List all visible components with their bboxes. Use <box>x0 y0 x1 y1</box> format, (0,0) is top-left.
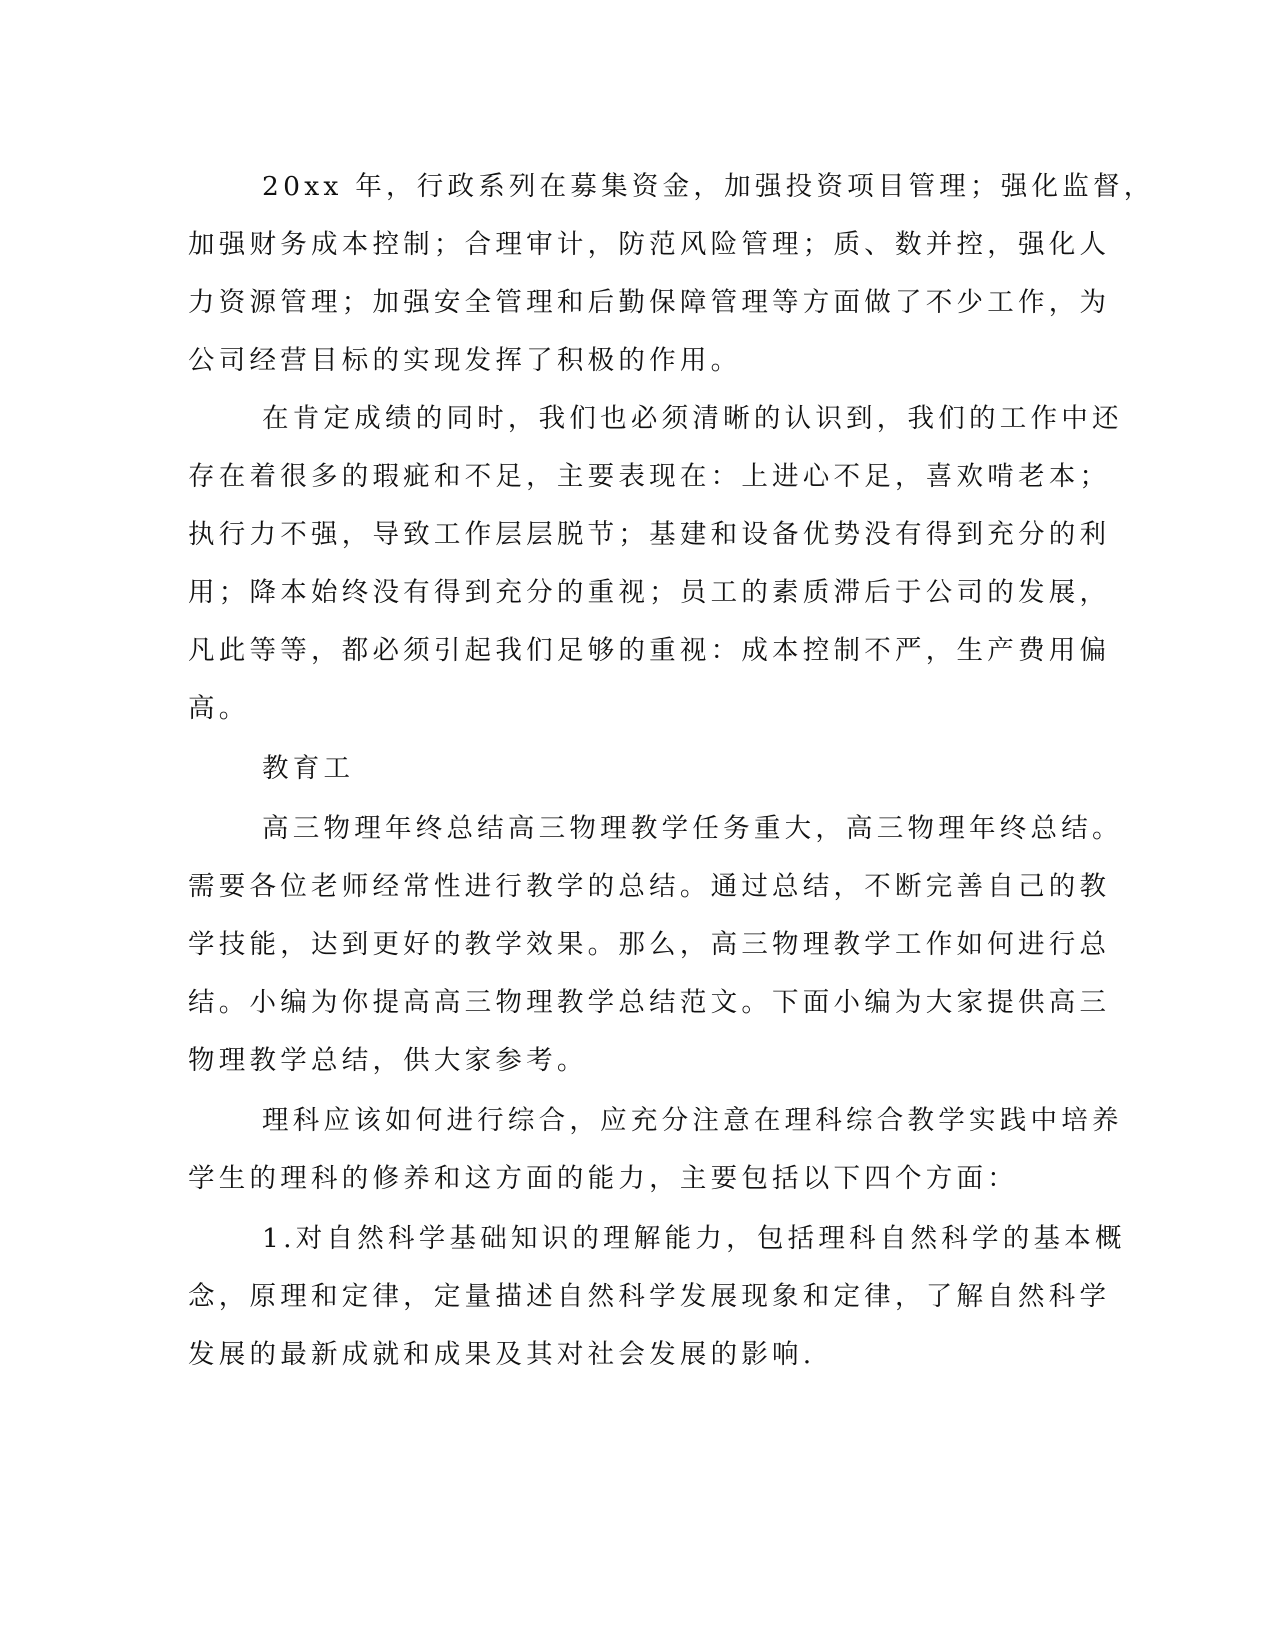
text-line: 念，原理和定律，定量描述自然科学发展现象和定律，了解自然科学 <box>188 1281 1111 1312</box>
text-line: 学技能，达到更好的教学效果。那么，高三物理教学工作如何进行总 <box>188 929 1111 960</box>
text-line: 凡此等等，都必须引起我们足够的重视：成本控制不严，生产费用偏 <box>188 635 1111 666</box>
text-line: 公司经营目标的实现发挥了积极的作用。 <box>188 345 742 376</box>
text-line: 学生的理科的修养和这方面的能力，主要包括以下四个方面： <box>188 1163 1018 1194</box>
text-line: 加强财务成本控制；合理审计，防范风险管理；质、数并控，强化人 <box>188 229 1111 260</box>
text-line: 需要各位老师经常性进行教学的总结。通过总结，不断完善自己的教 <box>188 871 1111 902</box>
text-line: 理科应该如何进行综合，应充分注意在理科综合教学实践中培养 <box>262 1105 1123 1136</box>
text-line: 结。小编为你提高高三物理教学总结范文。下面小编为大家提供高三 <box>188 987 1111 1018</box>
text-line: 存在着很多的瑕疵和不足，主要表现在：上进心不足，喜欢啃老本； <box>188 461 1111 492</box>
text-line: 高三物理年终总结高三物理教学任务重大，高三物理年终总结。 <box>262 813 1123 844</box>
text-line: 高。 <box>188 693 250 724</box>
text-line: 1.对自然科学基础知识的理解能力，包括理科自然科学的基本概 <box>262 1223 1126 1254</box>
text-line: 在肯定成绩的同时，我们也必须清晰的认识到，我们的工作中还 <box>262 403 1123 434</box>
text-line: 执行力不强，导致工作层层脱节；基建和设备优势没有得到充分的利 <box>188 519 1111 550</box>
text-line: 发展的最新成就和成果及其对社会发展的影响. <box>188 1339 816 1370</box>
text-line: 教育工 <box>262 753 355 784</box>
text-line: 物理教学总结，供大家参考。 <box>188 1045 588 1076</box>
text-line: 力资源管理；加强安全管理和后勤保障管理等方面做了不少工作，为 <box>188 287 1111 318</box>
text-line: 用；降本始终没有得到充分的重视；员工的素质滞后于公司的发展， <box>188 577 1111 608</box>
text-line: 20xx 年，行政系列在募集资金，加强投资项目管理；强化监督， <box>262 171 1155 202</box>
